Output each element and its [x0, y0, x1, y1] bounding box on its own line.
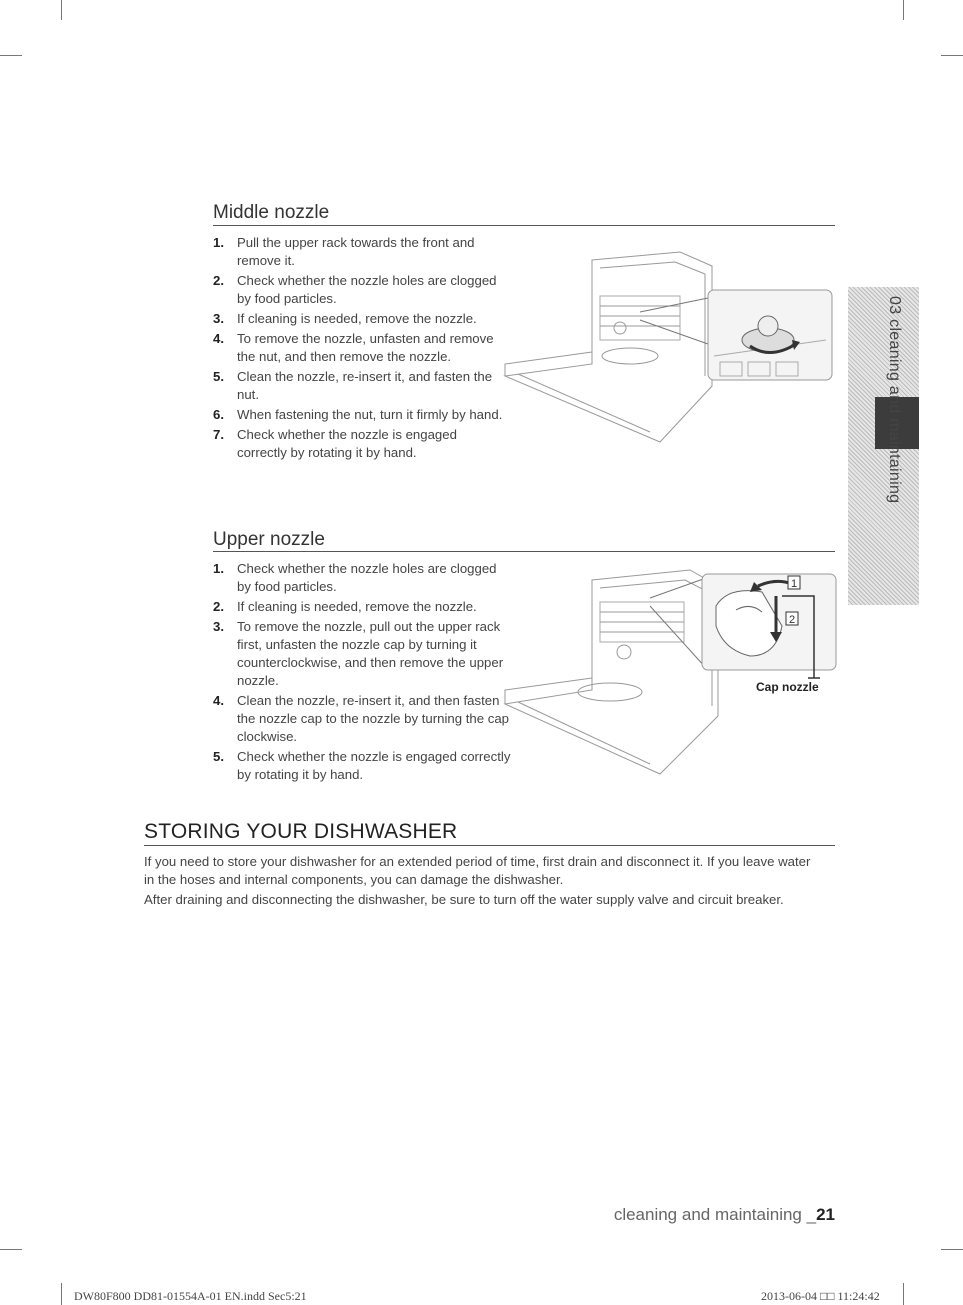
- step-number: 7.: [213, 427, 224, 442]
- step-item: [213, 692, 513, 746]
- upper-nozzle-rule: [213, 551, 835, 552]
- cap-nozzle-caption: Cap nozzle: [756, 680, 819, 694]
- middle-nozzle-steps: [213, 234, 503, 464]
- storing-rule: [144, 845, 835, 846]
- step-number: 2.: [213, 599, 224, 614]
- storing-paragraph-1: If you need to store your dishwasher for an extended period of time, first drain and disconnect it. If you leave water in the hoses and internal components, you can damage the dishwasher.: [144, 854, 811, 887]
- print-slug-right: 2013-06-04 □□ 11:24:42: [761, 1289, 880, 1303]
- page-number: 21: [816, 1205, 835, 1224]
- step-number: 3.: [213, 619, 224, 634]
- step-item: [213, 426, 503, 462]
- step-number: 4.: [213, 693, 224, 708]
- step-item: [213, 406, 503, 424]
- step-item: [213, 368, 503, 404]
- upper-nozzle-steps: [213, 560, 513, 786]
- callout-1-label: 1: [790, 578, 798, 590]
- step-text: Check whether the nozzle holes are clogged by food particles.: [237, 273, 497, 306]
- step-number: 1.: [213, 561, 224, 576]
- step-number: 6.: [213, 407, 224, 422]
- middle-nozzle-rule: [213, 225, 835, 226]
- step-item: [213, 560, 513, 596]
- upper-nozzle-heading: Upper nozzle: [213, 529, 325, 550]
- footer-section-label: cleaning and maintaining _: [613, 1205, 817, 1224]
- step-text: Clean the nozzle, re-insert it, and fasten the nut.: [237, 369, 493, 402]
- step-item: [213, 272, 503, 308]
- middle-nozzle-heading: Middle nozzle: [213, 202, 330, 223]
- crop-mark: [0, 1249, 22, 1250]
- crop-mark: [941, 55, 963, 56]
- crop-mark: [941, 1249, 963, 1250]
- chapter-tab-label: 03 cleaning and maintaining: [886, 296, 903, 504]
- step-item: [213, 310, 503, 328]
- crop-mark: [0, 55, 22, 56]
- crop-mark: [903, 1283, 904, 1305]
- step-number: 1.: [213, 235, 224, 250]
- step-text: Check whether the nozzle holes are clogged by food particles.: [237, 561, 497, 594]
- step-text: If cleaning is needed, remove the nozzle.: [237, 599, 477, 614]
- step-text: Check whether the nozzle is engaged correctly by rotating it by hand.: [237, 749, 511, 782]
- step-number: 5.: [213, 749, 224, 764]
- callout-2-label: 2: [788, 614, 796, 626]
- step-text: When fastening the nut, turn it firmly by hand.: [237, 407, 503, 422]
- storing-heading: STORING YOUR DISHWASHER: [144, 820, 458, 843]
- step-text: To remove the nozzle, unfasten and remove the nut, and then remove the nozzle.: [237, 331, 494, 364]
- page-footer: [614, 1205, 835, 1225]
- crop-mark: [61, 0, 62, 20]
- crop-mark: [903, 0, 904, 20]
- step-text: Pull the upper rack towards the front and remove it.: [237, 235, 475, 268]
- step-number: 2.: [213, 273, 224, 288]
- step-number: 4.: [213, 331, 224, 346]
- step-text: Check whether the nozzle is engaged correctly by rotating it by hand.: [237, 427, 457, 460]
- storing-paragraph-2: After draining and disconnecting the dishwasher, be sure to turn off the water supply valve and circuit breaker.: [144, 892, 784, 907]
- crop-mark: [61, 1283, 62, 1305]
- step-item: [213, 234, 503, 270]
- step-item: [213, 330, 503, 366]
- step-text: If cleaning is needed, remove the nozzle.: [237, 311, 477, 326]
- step-text: Clean the nozzle, re-insert it, and then fasten the nozzle cap to the nozzle by turning the cap clockwise.: [237, 693, 509, 744]
- step-item: [213, 748, 513, 784]
- upper-nozzle-illustration: [500, 566, 840, 778]
- step-number: 5.: [213, 369, 224, 384]
- middle-nozzle-illustration: [500, 246, 836, 446]
- step-item: [213, 618, 513, 690]
- step-item: [213, 598, 513, 616]
- step-number: 3.: [213, 311, 224, 326]
- step-text: To remove the nozzle, pull out the upper rack first, unfasten the nozzle cap by turning it counterclockwise, and then remove the upper nozzle.: [237, 619, 504, 688]
- print-slug-left: DW80F800 DD81-01554A-01 EN.indd Sec5:21: [74, 1289, 307, 1303]
